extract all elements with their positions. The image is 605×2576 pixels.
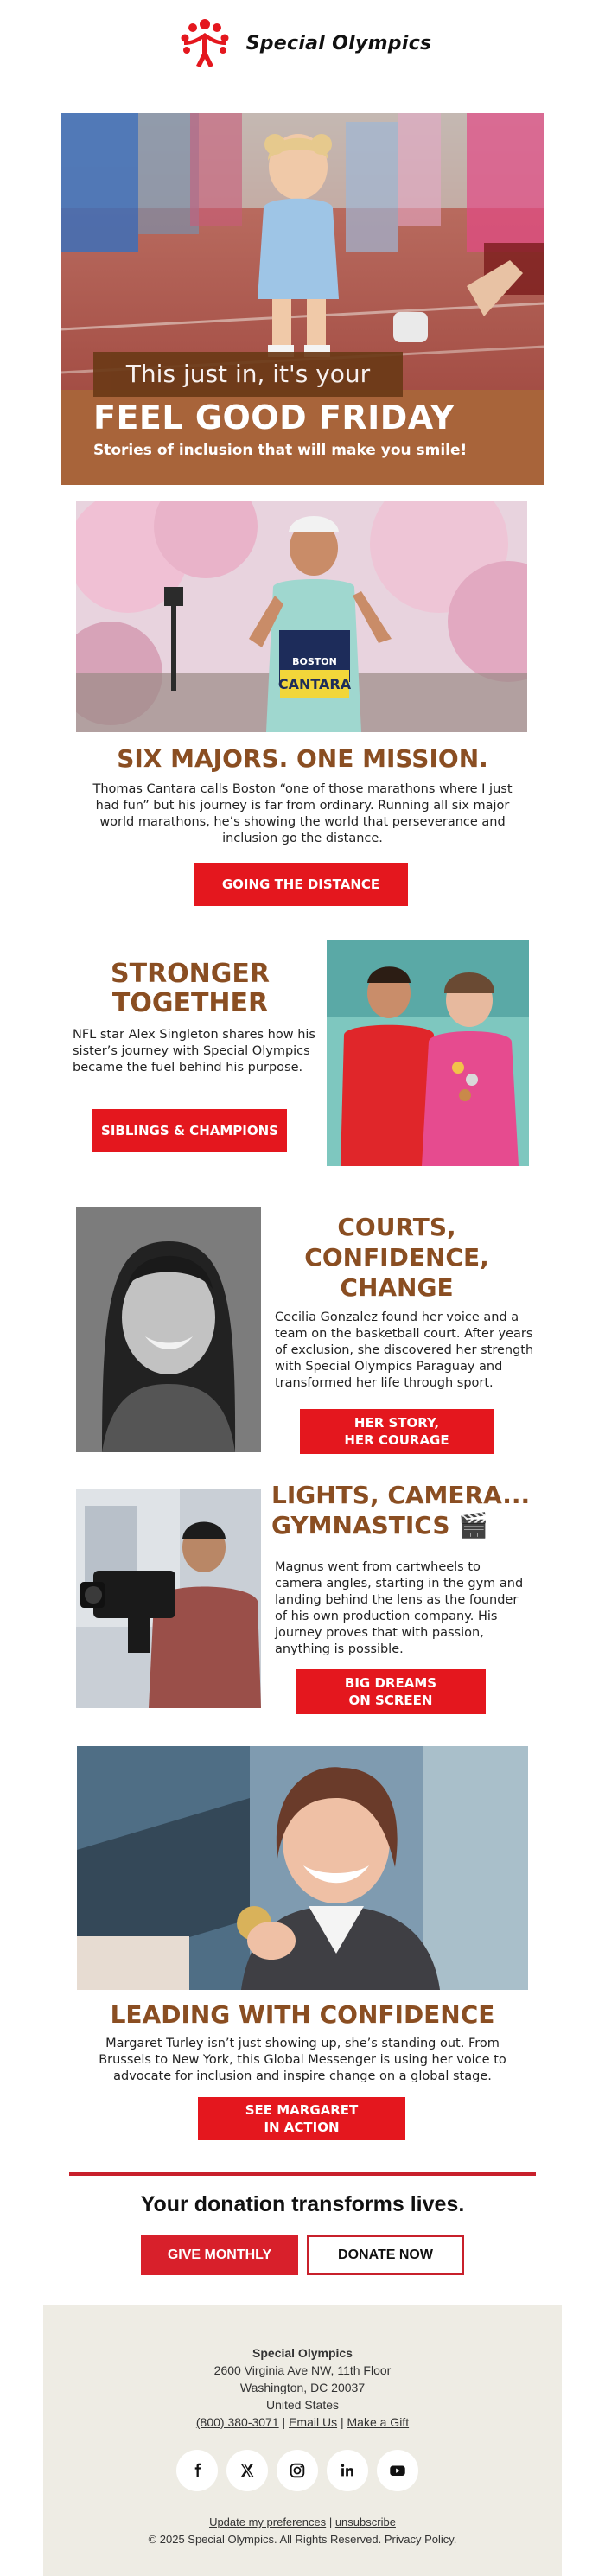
story-2-title-line-2: TOGETHER — [111, 988, 269, 1018]
brand-wordmark: Special Olympics — [245, 32, 432, 54]
magnus-camera-image — [76, 1489, 261, 1708]
bib-event: BOSTON — [292, 656, 337, 667]
story-3-title-line-2: CONFIDENCE, — [304, 1243, 489, 1272]
donation-headline: Your donation transforms lives. — [140, 2192, 465, 2216]
footer-contact-row — [43, 2415, 562, 2429]
give-monthly-button[interactable]: GIVE MONTHLY — [141, 2235, 298, 2275]
footer — [43, 2305, 562, 2576]
donate-now-button[interactable]: DONATE NOW — [307, 2235, 464, 2275]
story-1-body: Thomas Cantara calls Boston “one of those marathons where I just had fun” but his journey is far from ordinary. Running all six major world marathons, he’s showing the world that perseverance and inclusion go the distance. — [92, 782, 513, 845]
her-story-button-line-1: HER STORY, — [353, 1415, 440, 1431]
story-3-title-line-1: COURTS, — [337, 1213, 456, 1241]
story-4-title — [271, 1480, 531, 1540]
story-3-body: Cecilia Gonzalez found her voice and a team on the basketball court. After years of exclusion, she discovered her strength with Special Olympics Paraguay and transformed her life through sport. — [275, 1310, 534, 1390]
story-2-title — [65, 960, 315, 1018]
story-cecilia-photo[interactable] — [76, 1207, 261, 1452]
email-us-link[interactable]: Email Us — [289, 2415, 338, 2429]
story-5-title: LEADING WITH CONFIDENCE — [110, 2000, 495, 2029]
going-the-distance-button[interactable]: GOING THE DISTANCE — [194, 863, 408, 906]
update-preferences-link[interactable]: Update my preferences — [209, 2515, 327, 2528]
footer-copyright: © 2025 Special Olympics. All Rights Reserved. Privacy Policy. — [148, 2533, 457, 2546]
separator: | — [328, 2515, 333, 2528]
her-story-button[interactable] — [300, 1409, 494, 1454]
instagram-icon[interactable] — [277, 2450, 318, 2491]
big-dreams-button[interactable] — [296, 1669, 486, 1714]
phone-link[interactable]: (800) 380-3071 — [195, 2415, 279, 2429]
x-icon[interactable] — [226, 2450, 268, 2491]
header — [0, 12, 605, 74]
separator: | — [340, 2415, 344, 2429]
see-margaret-button-line-2: IN ACTION — [264, 2120, 340, 2135]
cecilia-portrait-image — [76, 1207, 261, 1452]
hero-banner[interactable] — [60, 113, 544, 485]
story-margaret-photo[interactable] — [77, 1746, 528, 1990]
margaret-medal-image — [77, 1746, 528, 1990]
story-marathon-photo[interactable] — [76, 501, 527, 732]
story-3-title — [275, 1212, 519, 1303]
hero-photo — [60, 113, 544, 390]
story-2-title-line-1: STRONGER — [111, 959, 270, 989]
siblings-image — [327, 940, 529, 1166]
bib-name: CANTARA — [277, 676, 352, 692]
her-story-button-line-2: HER COURAGE — [344, 1432, 449, 1448]
big-dreams-button-line-2: ON SCREEN — [348, 1693, 433, 1708]
facebook-icon[interactable] — [176, 2450, 218, 2491]
footer-address-1: 2600 Virginia Ave NW, 11th Floor — [213, 2363, 392, 2377]
linkedin-icon[interactable] — [327, 2450, 368, 2491]
unsubscribe-link[interactable]: unsubscribe — [334, 2515, 396, 2528]
story-4-title-line-1: LIGHTS, CAMERA... — [271, 1481, 531, 1509]
donation-divider — [69, 2172, 536, 2176]
special-olympics-logo-icon[interactable] — [174, 12, 236, 74]
footer-prefs-row — [43, 2515, 562, 2528]
hero-tagline: This just in, it's your — [93, 352, 403, 397]
siblings-champions-button[interactable]: SIBLINGS & CHAMPIONS — [92, 1109, 287, 1152]
footer-org: Special Olympics — [252, 2346, 353, 2360]
hero-title: FEEL GOOD FRIDAY — [93, 399, 455, 437]
story-4-body: Magnus went from cartwheels to camera angles, starting in the gym and landing behind the lens as the founder of his own production company. His journey proves that with passion, anything is possible. — [275, 1560, 524, 1656]
make-a-gift-link[interactable]: Make a Gift — [347, 2415, 410, 2429]
story-5-body: Margaret Turley isn’t just showing up, she’s standing out. From Brussels to New York, this Global Messenger is using her voice to advocate for inclusion and inspire change on a global stage. — [99, 2037, 506, 2083]
marathon-runner-image — [76, 501, 527, 732]
story-magnus-photo[interactable] — [76, 1489, 261, 1708]
story-4-title-line-2: GYMNASTICS 🎬 — [271, 1511, 489, 1540]
see-margaret-button-line-1: SEE MARGARET — [245, 2102, 359, 2118]
see-margaret-button[interactable] — [198, 2097, 405, 2140]
youtube-icon[interactable] — [377, 2450, 418, 2491]
story-1-title: SIX MAJORS. ONE MISSION. — [117, 744, 488, 773]
big-dreams-button-line-1: BIG DREAMS — [344, 1675, 437, 1691]
separator: | — [282, 2415, 286, 2429]
footer-address-2: Washington, DC 20037 — [239, 2381, 366, 2394]
story-siblings-photo[interactable] — [327, 940, 529, 1166]
footer-country: United States — [265, 2398, 340, 2412]
story-2-body: NFL star Alex Singleton shares how his sister’s journey with Special Olympics became the fuel behind his purpose. — [73, 1028, 315, 1074]
story-3-title-line-3: CHANGE — [340, 1273, 454, 1302]
hero-subtitle: Stories of inclusion that will make you smile! — [93, 442, 468, 459]
